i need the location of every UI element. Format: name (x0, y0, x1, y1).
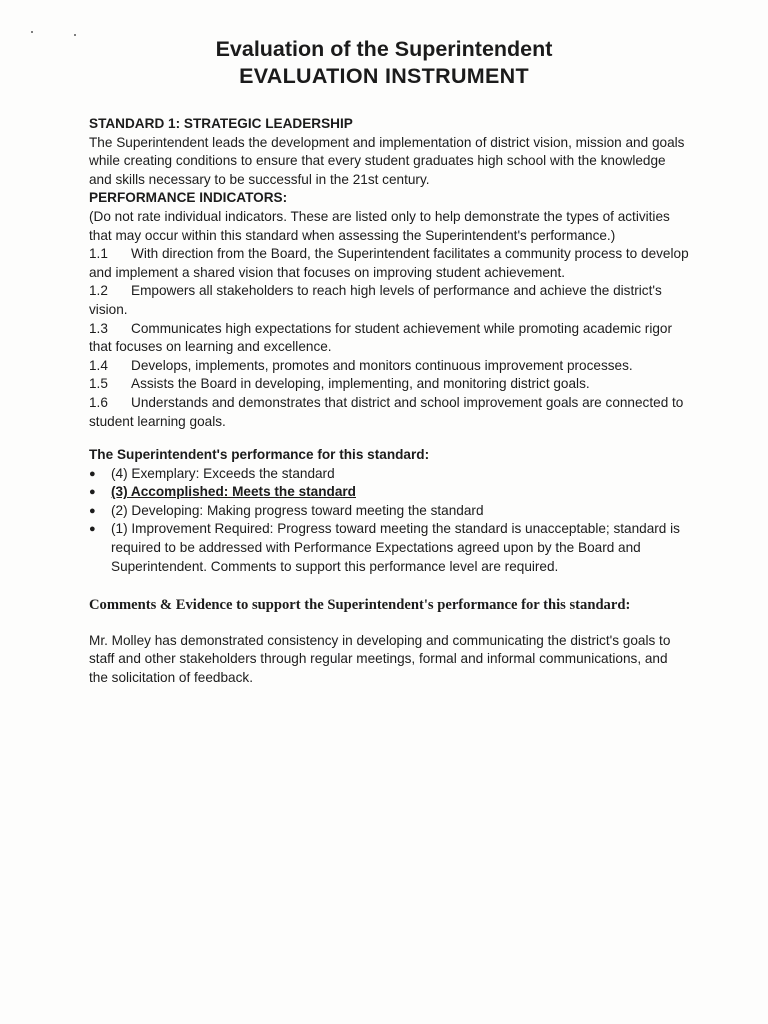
comments-heading: Comments & Evidence to support the Superintendent's performance for this standard: (89, 597, 631, 614)
indicator-item (89, 375, 689, 394)
rating-option-label: (4) Exemplary: Exceeds the standard (111, 465, 335, 481)
indicator-number: 1.2 (89, 283, 108, 299)
rating-heading: The Superintendent's performance for this standard: (89, 447, 430, 463)
rating-option-label: (1) Improvement Required: Progress toward meeting the standard is unacceptable; standard is required to be addressed with Performance Expectations agreed upon by the Board and Superintendent. Comments to support this performance level are required. (111, 521, 680, 574)
standard-heading: STANDARD 1: STRATEGIC LEADERSHIP (89, 116, 353, 131)
scan-speck (31, 31, 33, 33)
indicator-number: 1.6 (89, 394, 108, 410)
bullet-icon: ● (89, 467, 96, 480)
indicator-text: Communicates high expectations for student achievement while promoting academic rigor that focuses on learning and excellence. (89, 320, 673, 355)
rating-option-accomplished (89, 483, 689, 502)
spacer (89, 576, 689, 596)
indicators-heading: PERFORMANCE INDICATORS: (89, 190, 288, 206)
indicator-text: Develops, implements, promotes and monitors continuous improvement processes. (131, 357, 633, 373)
comments-text: Mr. Molley has demonstrated consistency in developing and communicating the district's goals to staff and other stakeholders through regular meetings, formal and informal communications, and the solicitation of feedback. (89, 632, 671, 686)
spacer (89, 615, 689, 632)
indicator-list (89, 245, 689, 431)
rating-option-label: (2) Developing: Making progress toward meeting the standard (111, 502, 484, 518)
spacer (89, 431, 689, 446)
bullet-icon: ● (89, 504, 96, 517)
indicator-item (89, 245, 689, 282)
rating-option-improvement-required (89, 520, 689, 576)
rating-options (89, 465, 689, 577)
indicator-item (89, 320, 689, 357)
indicator-number: 1.5 (89, 376, 108, 392)
rating-option-label-selected: (3) Accomplished: Meets the standard (111, 484, 356, 500)
indicator-number: 1.3 (89, 320, 108, 336)
standard-description: The Superintendent leads the development and implementation of district vision, mission and goals while creating conditions to ensure that every student graduates high school with the knowledge and skills necessary to be successful in the 21st century. (89, 134, 685, 187)
document-title: Evaluation of the Superintendent (215, 37, 553, 61)
indicator-item (89, 357, 689, 376)
bullet-icon: ● (89, 523, 96, 536)
indicator-number: 1.4 (89, 357, 108, 373)
indicator-text: With direction from the Board, the Superintendent facilitates a community process to develop and implement a shared vision that focuses on improving student achievement. (89, 246, 689, 280)
indicators-note: (Do not rate individual indicators. These are listed only to help demonstrate the types of activities that may occur within this standard when assessing the Superintendent's performance.) (89, 208, 670, 243)
rating-option-developing (89, 502, 689, 521)
indicator-item (89, 394, 689, 431)
indicator-item (89, 282, 689, 319)
rating-option-exemplary (89, 465, 689, 484)
indicator-text: Empowers all stakeholders to reach high levels of performance and achieve the district's vision. (89, 283, 662, 317)
bullet-icon: ● (89, 486, 96, 499)
indicator-text: Understands and demonstrates that district and school improvement goals are connected to student learning goals. (89, 394, 684, 429)
document-body (89, 115, 689, 688)
indicator-number: 1.1 (89, 246, 108, 262)
title-block (0, 36, 768, 90)
document-subtitle: EVALUATION INSTRUMENT (239, 64, 529, 88)
indicator-text: Assists the Board in developing, implementing, and monitoring district goals. (131, 376, 590, 392)
